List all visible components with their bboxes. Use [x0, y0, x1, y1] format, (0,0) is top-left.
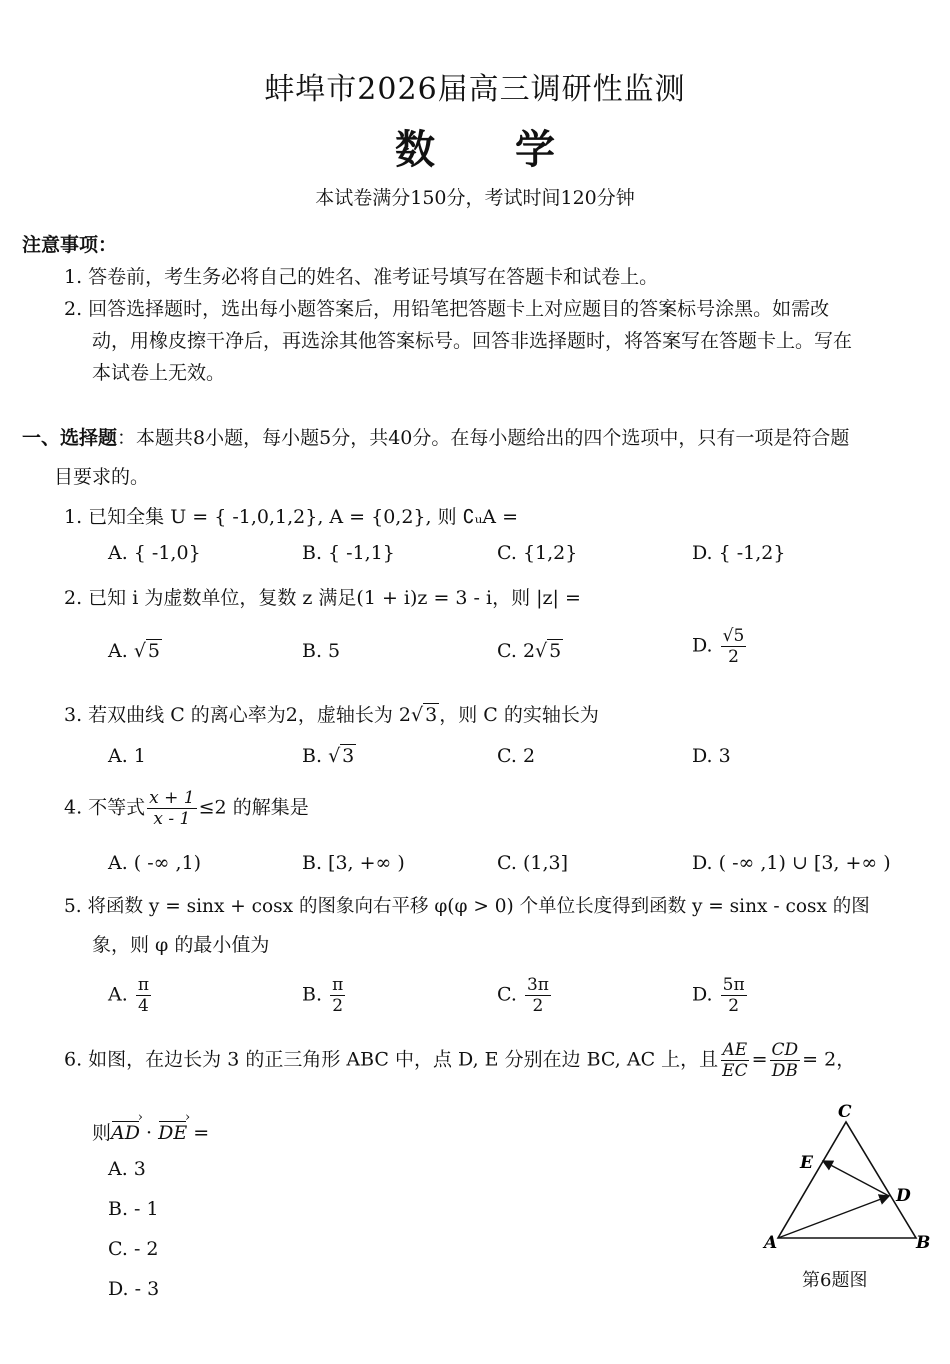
q6-stem-line-2: 则AD › · DE › = — [92, 1118, 209, 1145]
note-2-line-3: 本试卷上无效。 — [92, 362, 226, 384]
section-1-heading — [22, 423, 849, 450]
q4-option-c: C. (1,3] — [497, 852, 568, 874]
q2-stem: 2. 已知 i 为虚数单位，复数 z 满足(1 + i)z = 3 - i，则 |z| = — [64, 587, 581, 609]
q6-option-b: B. - 1 — [108, 1198, 159, 1220]
exam-info: 本试卷满分150分，考试时间120分钟 — [315, 187, 635, 209]
q6-option-c: C. - 2 — [108, 1238, 159, 1260]
q1-option-d: D. { -1,2} — [692, 542, 786, 564]
label-d: D — [896, 1186, 911, 1206]
q1-option-c: C. {1,2} — [497, 542, 578, 564]
q6-option-a: A. 3 — [108, 1158, 146, 1180]
q1-option-b: B. { -1,1} — [302, 542, 395, 564]
note-1: 1. 答卷前，考生务必将自己的姓名、准考证号填写在答题卡和试卷上。 — [64, 266, 659, 288]
q3-option-d: D. 3 — [692, 745, 731, 767]
label-a: A — [764, 1233, 778, 1253]
q6-figure-caption: 第6题图 — [802, 1270, 868, 1291]
notes-heading: 注意事项： — [22, 234, 118, 256]
q4-option-a: A. ( -∞ ,1) — [108, 852, 202, 874]
vector-de — [823, 1161, 889, 1196]
section-1-desc-cont: 目要求的。 — [54, 466, 150, 488]
q4-option-d: D. ( -∞ ,1) ∪ [3, +∞ ) — [692, 852, 891, 874]
triangle-abc — [778, 1122, 916, 1238]
q2-option-d: D. $\frac{√5}{2}$ — [692, 626, 745, 667]
q5-stem-line-2: 象，则 φ 的最小值为 — [92, 934, 270, 956]
label-b: B — [916, 1233, 931, 1253]
label-e: E — [800, 1153, 813, 1173]
exam-title: 蚌埠市2026届高三调研性监测 — [264, 72, 686, 107]
subject-title: 数 学 — [395, 126, 555, 173]
q2-option-a: A. √ 5 — [108, 640, 161, 662]
q5-option-a: A. $\frac{\pi}{4}$ — [108, 975, 149, 1016]
q1-option-a: A. { -1,0} — [108, 542, 201, 564]
q4-stem: 4. 不等式 $\frac{x + 1}{x - 1}$ ≤2 的解集是 — [64, 788, 309, 829]
q3-option-a: A. 1 — [108, 745, 146, 767]
q2-option-c: C. 2√ 5 — [497, 640, 562, 662]
note-2-line-2: 动，用橡皮擦干净后，再选涂其他答案标号。回答非选择题时，将答案写在答题卡上。写在 — [92, 330, 853, 352]
q4-option-b: B. [3, +∞ ) — [302, 852, 405, 874]
q3-stem: 3. 若双曲线 C 的离心率为2，虚轴长为 2√ 3 ，则 C 的实轴长为 — [64, 704, 599, 726]
q5-stem-line-1: 5. 将函数 y = sinx + cosx 的图象向右平移 φ(φ > 0) 个单位长度得到函数 y = sinx - cosx 的图 — [64, 896, 870, 917]
q3-option-c: C. 2 — [497, 745, 536, 767]
q5-option-d: D. $\frac{5\pi}{2}$ — [692, 975, 745, 1016]
section-1-desc: ：本题共8小题，每小题5分，共40分。在每小题给出的四个选项中，只有一项是符合题 — [117, 427, 850, 449]
vector-ad — [778, 1196, 889, 1238]
q3-option-b: B. √ 3 — [302, 745, 355, 767]
note-2-line-1: 2. 回答选择题时，选出每小题答案后，用铅笔把答题卡上对应题目的答案标号涂黑。如需改 — [64, 298, 830, 320]
q5-option-b: B. $\frac{\pi}{2}$ — [302, 975, 344, 1016]
q6-triangle-figure — [758, 1100, 938, 1260]
q6-option-d: D. - 3 — [108, 1278, 160, 1300]
q2-option-b: B. 5 — [302, 640, 341, 662]
q5-option-c: C. $\frac{3\pi}{2}$ — [497, 975, 549, 1016]
section-1-label: 一、选择题 — [22, 427, 118, 449]
q1-stem: 1. 已知全集 U = { -1,0,1,2}, A = {0,2}, 则 ∁ᵤA = — [64, 506, 518, 528]
label-c: C — [838, 1102, 852, 1122]
q6-stem-line-1: 6. 如图，在边长为 3 的正三角形 ABC 中，点 D, E 分别在边 BC, AC 上，且 $\frac{AE}{EC}$ = $\frac{CD}{DB}$ = 2， — [64, 1040, 856, 1081]
